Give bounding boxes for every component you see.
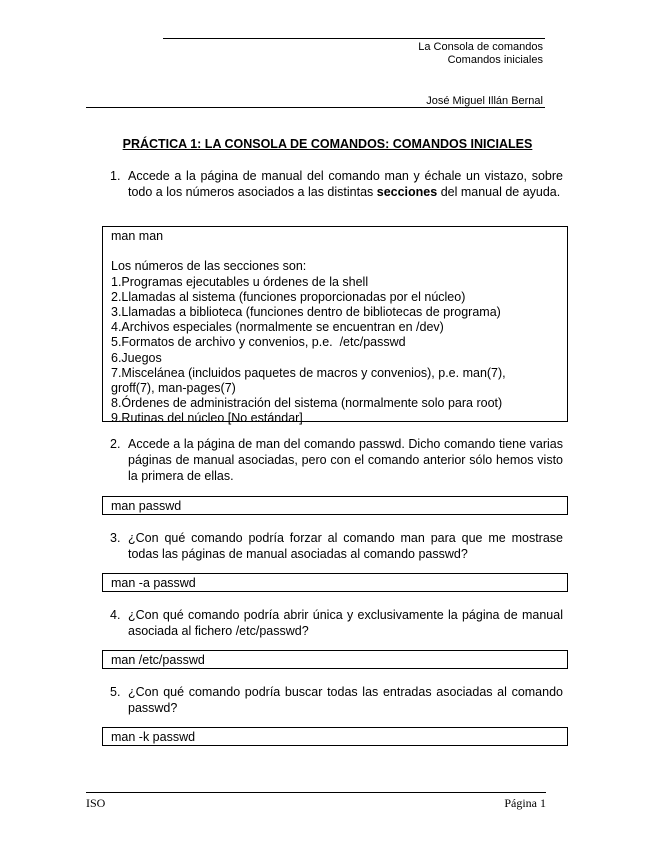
answer-line: man /etc/passwd xyxy=(111,653,205,667)
question-3 xyxy=(110,530,563,562)
answer-line: 5.Formatos de archivo y convenios, p.e. /etc/passwd xyxy=(111,335,406,350)
answer-line: 6.Juegos xyxy=(111,350,162,365)
question-text: Accede a la página de manual del comando man y échale un vistazo, sobre todo a los números asociados a las distintas secciones del manual de ayuda. xyxy=(128,169,563,199)
question-text: ¿Con qué comando podría forzar al comando man para que me mostrase todas las páginas de manual asociadas al comando passwd? xyxy=(128,531,563,561)
header-top-rule xyxy=(163,38,545,39)
page-number: Página 1 xyxy=(504,796,546,810)
question-2 xyxy=(110,436,563,484)
answer-line: man passwd xyxy=(111,499,182,513)
answer-line: 8.Órdenes de administración del sistema (normalmente solo para root) xyxy=(111,396,503,411)
footer-rule xyxy=(86,792,546,793)
answer-line: 3.Llamadas a biblioteca (funciones dentro de bibliotecas de programa) xyxy=(111,305,501,320)
footer-left-label: ISO xyxy=(86,796,106,810)
answer-line: man man xyxy=(111,229,164,243)
question-number: 5. xyxy=(110,685,121,699)
question-number: 1. xyxy=(110,169,121,183)
answer-box-5 xyxy=(102,727,568,746)
question-text: ¿Con qué comando podría buscar todas las entradas asociadas al comando passwd? xyxy=(128,685,563,715)
answer-line: 4.Archivos especiales (normalmente se encuentran en /dev) xyxy=(111,320,444,335)
answer-line: groff(7), man-pages(7) xyxy=(111,381,236,396)
answer-line: 9.Rutinas del núcleo [No estándar] xyxy=(111,411,303,426)
answer-line: Los números de las secciones son: xyxy=(111,259,307,274)
question-number: 2. xyxy=(110,437,121,451)
page-title: PRÁCTICA 1: LA CONSOLA DE COMANDOS: COMANDOS INICIALES xyxy=(122,137,533,151)
answer-box-2 xyxy=(102,496,568,515)
question-text: Accede a la página de man del comando passwd. Dicho comando tiene varias páginas de manual asociadas, pero con el comando anterior sólo hemos visto la primera de ellas. xyxy=(128,437,563,483)
header-bottom-rule xyxy=(86,107,545,108)
answer-box-1 xyxy=(102,226,568,426)
answer-line: man -a passwd xyxy=(111,576,196,590)
emphasis-text: secciones xyxy=(376,185,438,199)
question-number: 4. xyxy=(110,608,121,622)
answer-line xyxy=(111,244,559,259)
header-course-title: La Consola de comandos xyxy=(418,41,543,53)
answer-line: 7.Miscelánea (incluidos paquetes de macros y convenios), p.e. man(7), xyxy=(111,365,506,380)
answer-box-3 xyxy=(102,573,568,592)
header-subtitle: Comandos iniciales xyxy=(447,54,543,66)
answer-line: man -k passwd xyxy=(111,730,196,744)
question-text: ¿Con qué comando podría abrir única y exclusivamente la página de manual asociada al fichero /etc/passwd? xyxy=(128,608,563,638)
header-author: José Miguel Illán Bernal xyxy=(426,95,543,107)
question-1 xyxy=(110,168,563,200)
question-4 xyxy=(110,607,563,639)
question-5 xyxy=(110,684,563,716)
answer-box-4 xyxy=(102,650,568,669)
question-number: 3. xyxy=(110,531,121,545)
answer-line: 2.Llamadas al sistema (funciones proporcionadas por el núcleo) xyxy=(111,289,466,304)
answer-line: 1.Programas ejecutables u órdenes de la shell xyxy=(111,274,369,289)
